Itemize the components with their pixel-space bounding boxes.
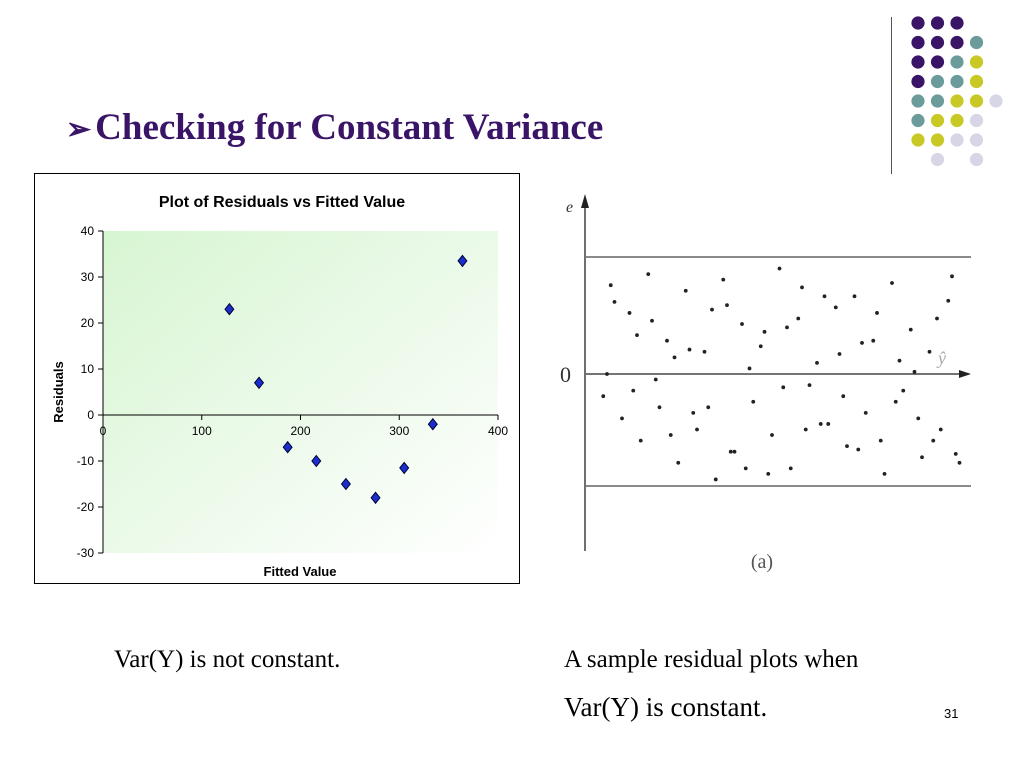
residual-dot	[901, 389, 905, 393]
x-tick-label: 0	[99, 424, 107, 438]
y-tick-label: 20	[80, 316, 94, 330]
decorative-dot	[970, 55, 983, 68]
y-tick-label: 0	[87, 408, 94, 422]
residual-dot	[721, 278, 725, 282]
residual-dot	[770, 433, 774, 437]
decorative-dot	[950, 75, 963, 88]
caption-not-constant: Var(Y) is not constant.	[114, 646, 341, 673]
x-tick-label: 100	[191, 424, 212, 438]
residual-dot	[748, 367, 752, 371]
residual-dot	[800, 286, 804, 290]
residual-dot	[898, 359, 902, 363]
residual-dot	[845, 444, 849, 448]
residual-dot	[710, 308, 714, 312]
residual-dot	[631, 389, 635, 393]
residual-dot	[729, 450, 733, 454]
x-axis-label: Fitted Value	[263, 564, 337, 579]
arrow-bullet-icon: ➢	[66, 113, 92, 146]
residual-dot	[650, 319, 654, 323]
y-axis-arrow-icon	[581, 194, 589, 208]
residual-dot	[613, 300, 617, 304]
x-tick-label: 300	[389, 424, 410, 438]
y-axis-label: Residuals	[51, 361, 66, 423]
decorative-dot	[950, 16, 963, 29]
residual-dot	[605, 372, 609, 376]
x-tick-label: 400	[487, 424, 509, 438]
residual-dot	[609, 283, 613, 287]
yhat-axis-label: ŷ	[938, 348, 946, 368]
decorative-dot	[931, 114, 944, 127]
decorative-dot	[950, 133, 963, 146]
residual-dot	[909, 328, 913, 332]
slide-title	[66, 106, 603, 149]
residual-dot	[875, 311, 879, 315]
residual-dot	[950, 274, 954, 278]
residual-dot	[601, 394, 605, 398]
decorative-dot	[970, 94, 983, 107]
residual-dot	[665, 339, 669, 343]
residual-dot	[658, 405, 662, 409]
residual-dot	[635, 333, 639, 337]
x-tick-label: 200	[290, 424, 311, 438]
residual-dot	[838, 352, 842, 356]
slide-title-text: Checking for Constant Variance	[95, 107, 604, 148]
decorative-dot	[950, 114, 963, 127]
decorative-dot	[970, 133, 983, 146]
decorative-dot	[950, 94, 963, 107]
residual-dot	[890, 281, 894, 285]
y-tick-label: -30	[76, 546, 94, 560]
chart-title: Plot of Residuals vs Fitted Value	[158, 194, 406, 211]
residual-dot	[639, 439, 643, 443]
residual-dot	[620, 417, 624, 421]
decorative-dot	[911, 55, 924, 68]
residual-dot	[703, 350, 707, 354]
decorative-dot	[970, 36, 983, 49]
decorative-vertical-line	[891, 17, 892, 174]
residual-dot	[954, 452, 958, 456]
decorative-dot	[970, 114, 983, 127]
decorative-dot	[950, 36, 963, 49]
residual-dot	[928, 350, 932, 354]
residual-dot	[706, 405, 710, 409]
decorative-dot	[989, 94, 1002, 107]
residual-dot	[860, 341, 864, 345]
residual-dot	[856, 448, 860, 452]
residual-dot	[804, 428, 808, 432]
residual-dot	[819, 422, 823, 426]
residual-dot	[763, 330, 767, 334]
y-tick-label: 40	[80, 224, 94, 238]
residual-dot	[935, 317, 939, 321]
residual-dot	[684, 289, 688, 293]
residual-dot	[654, 378, 658, 382]
e-axis-label: e	[566, 199, 574, 216]
decorative-dot	[931, 16, 944, 29]
residual-dot	[939, 428, 943, 432]
residual-dot	[864, 411, 868, 415]
residual-dot	[808, 383, 812, 387]
decorative-dot-grid	[0, 0, 1024, 180]
residual-dot	[796, 317, 800, 321]
decorative-dot	[931, 153, 944, 166]
residual-dot	[834, 306, 838, 310]
residual-dot	[778, 267, 782, 271]
residual-dot	[669, 433, 673, 437]
sample-residual-plot	[548, 186, 978, 581]
residual-dot	[946, 299, 950, 303]
residual-dot	[744, 466, 748, 470]
panel-label: (a)	[750, 551, 774, 573]
residual-dot	[879, 439, 883, 443]
decorative-dot	[931, 133, 944, 146]
residual-dot	[740, 322, 744, 326]
residual-dot	[826, 422, 830, 426]
plot-area	[103, 231, 498, 553]
residual-dot	[958, 461, 962, 465]
decorative-dot	[911, 36, 924, 49]
residual-dot	[695, 428, 699, 432]
decorative-dot	[931, 55, 944, 68]
decorative-dot	[911, 114, 924, 127]
residual-dot	[853, 294, 857, 298]
residual-dot	[714, 478, 718, 482]
caption-constant-line1: A sample residual plots when	[564, 646, 859, 673]
decorative-dot	[970, 153, 983, 166]
zero-label: 0	[560, 362, 571, 387]
y-tick-label: -20	[76, 500, 94, 514]
residual-dot	[733, 450, 737, 454]
y-tick-label: 10	[80, 362, 94, 376]
decorative-dot	[970, 75, 983, 88]
residual-dot	[871, 339, 875, 343]
decorative-dot	[911, 94, 924, 107]
residual-dot	[789, 466, 793, 470]
residual-chart	[35, 174, 521, 585]
residual-dot	[815, 361, 819, 365]
residual-dot	[823, 294, 827, 298]
residual-dot	[841, 394, 845, 398]
residual-dot	[676, 461, 680, 465]
decorative-dot	[911, 75, 924, 88]
decorative-dot	[931, 94, 944, 107]
residual-dot	[916, 417, 920, 421]
residual-dot	[759, 344, 763, 348]
residual-dot	[766, 472, 770, 476]
decorative-dot	[931, 36, 944, 49]
caption-constant-line2: Var(Y) is constant.	[564, 692, 768, 722]
residual-dot	[931, 439, 935, 443]
decorative-dot	[911, 16, 924, 29]
residual-dot	[673, 355, 677, 359]
residual-dot	[725, 303, 729, 307]
residual-chart-frame	[34, 173, 520, 584]
decorative-dot	[911, 133, 924, 146]
residual-dot	[785, 325, 789, 329]
decorative-dot	[931, 75, 944, 88]
y-tick-label: -10	[76, 454, 94, 468]
decorative-dot	[950, 55, 963, 68]
residual-dot	[751, 400, 755, 404]
residual-dot	[688, 348, 692, 352]
residual-dot	[781, 385, 785, 389]
residual-dot	[920, 455, 924, 459]
residual-dot	[894, 400, 898, 404]
residual-dot	[646, 272, 650, 276]
residual-dot	[913, 370, 917, 374]
page-number: 31	[944, 706, 959, 721]
x-axis-arrow-icon	[959, 370, 971, 378]
residual-dot	[691, 411, 695, 415]
residual-dot	[628, 311, 632, 315]
y-tick-label: 30	[80, 270, 94, 284]
residual-dot	[883, 472, 887, 476]
